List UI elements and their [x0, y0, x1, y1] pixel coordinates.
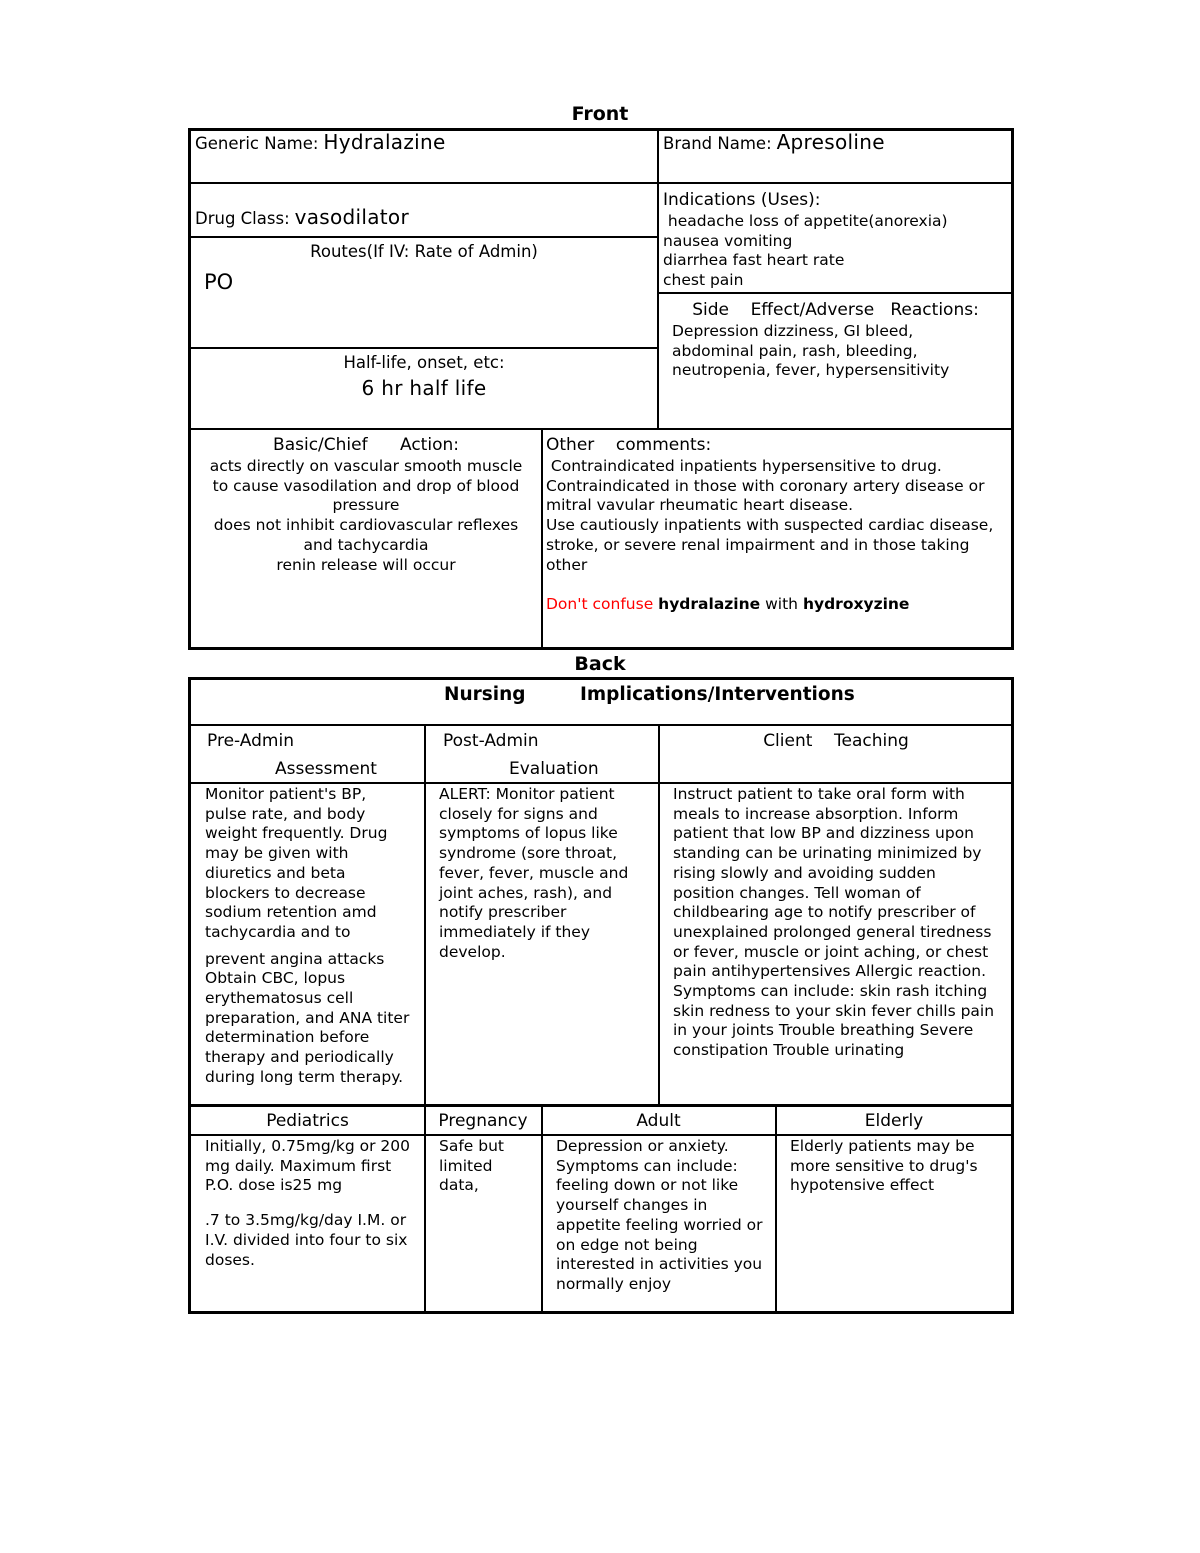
elderly-content — [790, 1137, 1008, 1196]
client-teaching-line: constipation Trouble urinating — [673, 1041, 905, 1060]
elderly-label: Elderly — [864, 1111, 924, 1131]
client-teaching-line: position changes. Tell woman of — [673, 883, 921, 902]
pre-admin-line: may be given with — [205, 844, 349, 863]
pre-admin-content — [205, 785, 421, 1088]
action-line: acts directly on vascular smooth muscle — [209, 457, 523, 475]
client-teaching-line: in your joints Trouble breathing Severe — [673, 1021, 974, 1040]
client-teaching-line: Symptoms can include: skin rash itching — [673, 982, 988, 1001]
pre-admin-line: blockers to decrease — [205, 883, 366, 902]
brand-name-value: Apresoline — [776, 130, 885, 154]
pediatrics-line: Initially, 0.75mg/kg or 200 — [205, 1137, 411, 1155]
other-comments-line: mitral vavular rheumatic heart disease. — [546, 496, 854, 515]
routes-value: PO — [204, 270, 234, 294]
post-admin-line: notify prescriber — [439, 903, 567, 922]
adult-line: normally enjoy — [556, 1274, 672, 1293]
back-divider — [775, 1104, 777, 1313]
warning-drug-1: hydralazine — [658, 594, 761, 613]
client-teaching-line: rising slowly and avoiding sudden — [673, 863, 936, 882]
pediatrics-line: doses. — [205, 1250, 255, 1269]
pre-admin-line: therapy and periodically — [205, 1048, 394, 1067]
action-line: does not inhibit cardiovascular reflexes — [213, 516, 519, 535]
client-teaching-label: Client Teaching — [763, 731, 909, 751]
side-effects-line: neutropenia, fever, hypersensitivity — [672, 361, 950, 380]
warning-drug-2: hydroxyzine — [802, 594, 910, 613]
back-heading: Back — [574, 653, 626, 675]
pre-admin-line: diuretics and beta — [205, 863, 346, 882]
pre-admin-line: erythematosus cell — [205, 989, 354, 1008]
adult-line: Symptoms can include: — [556, 1156, 738, 1175]
client-teaching-line: patient that low BP and dizziness upon — [673, 824, 975, 843]
post-admin-line: joint aches, rash), and — [439, 883, 613, 902]
pre-admin-line: Obtain CBC, lopus — [205, 969, 346, 988]
other-comments-label: Other comments: — [546, 435, 712, 455]
back-divider — [190, 724, 1012, 726]
indications-label: Indications (Uses): — [663, 190, 821, 210]
pre-admin-line: sodium retention amd — [205, 903, 377, 922]
client-teaching-line: skin redness to your skin fever chills pain — [673, 1001, 995, 1020]
adult-line: on edge not being — [556, 1235, 698, 1254]
pre-admin-line: tachycardia and to — [205, 922, 351, 941]
post-admin-line: symptoms of lopus like — [439, 824, 618, 843]
client-teaching-line: childbearing age to notify prescriber of — [673, 903, 976, 922]
action-line: to cause vasodilation and drop of blood — [212, 476, 520, 495]
post-admin-line: ALERT: Monitor patient — [439, 785, 615, 803]
pre-admin-line: prevent angina attacks — [205, 949, 385, 968]
front-divider — [190, 182, 1012, 184]
nursing-title-part1: Nursing — [444, 684, 526, 705]
generic-name-value: Hydralazine — [323, 130, 446, 154]
generic-name-field — [195, 130, 655, 155]
nursing-title-part2: Implications/Interventions — [580, 684, 855, 705]
pre-admin-line: pulse rate, and body — [205, 804, 366, 823]
front-divider — [657, 130, 659, 430]
adult-content — [556, 1137, 774, 1295]
action-line: pressure — [332, 496, 400, 515]
front-divider — [190, 347, 658, 349]
side-effects-label: Side Effect/Adverse Reactions: — [692, 300, 979, 320]
adult-line: interested in activities you — [556, 1255, 763, 1274]
pre-admin-line: determination before — [205, 1028, 370, 1047]
back-divider — [658, 725, 660, 1105]
other-comments-field — [546, 433, 1008, 615]
front-divider — [541, 429, 543, 649]
pediatrics-line: I.V. divided into four to six — [205, 1230, 408, 1249]
pediatrics-line: P.O. dose is25 mg — [205, 1176, 343, 1195]
post-admin-sublabel: Evaluation — [509, 759, 599, 779]
side-effects-field — [663, 298, 1008, 381]
drug-class-field — [195, 205, 655, 230]
adult-line: yourself changes in — [556, 1196, 708, 1215]
post-admin-line: develop. — [439, 942, 506, 961]
routes-field — [192, 242, 656, 262]
side-effects-line: abdominal pain, rash, bleeding, — [672, 341, 918, 360]
pre-admin-sublabel: Assessment — [275, 759, 377, 779]
pre-admin-line: Monitor patient's BP, — [205, 785, 367, 803]
pre-admin-label: Pre-Admin — [207, 731, 294, 751]
pregnancy-line: limited — [439, 1156, 493, 1175]
pre-admin-line: during long term therapy. — [205, 1067, 404, 1086]
back-divider — [541, 1104, 543, 1313]
client-teaching-line: meals to increase absorption. Inform — [673, 804, 959, 823]
half-life-field — [192, 353, 656, 403]
pregnancy-line: Safe but — [439, 1137, 504, 1155]
indications-line: nausea vomiting — [663, 231, 793, 250]
post-admin-line: fever, fever, muscle and — [439, 863, 629, 882]
other-comments-line: other — [546, 555, 588, 574]
indications-line: diarrhea fast heart rate — [663, 251, 845, 270]
pre-admin-line: weight frequently. Drug — [205, 824, 388, 843]
warning-prefix: Don't confuse — [546, 594, 654, 613]
half-life-value: 6 hr half life — [361, 375, 487, 400]
pregnancy-content — [439, 1137, 539, 1196]
elderly-line: more sensitive to drug's — [790, 1156, 978, 1175]
indications-line: headache loss of appetite(anorexia) — [663, 212, 948, 230]
back-divider — [190, 1134, 1012, 1136]
back-divider — [424, 725, 426, 1313]
front-divider — [658, 292, 1012, 294]
pediatrics-line: .7 to 3.5mg/kg/day I.M. or — [205, 1211, 407, 1230]
elderly-line: Elderly patients may be — [790, 1137, 975, 1155]
elderly-line: hypotensive effect — [790, 1176, 935, 1195]
front-divider — [190, 428, 1012, 430]
client-teaching-line: standing can be urinating minimized by — [673, 844, 982, 863]
back-divider — [190, 1104, 1012, 1107]
adult-line: appetite feeling worried or — [556, 1215, 763, 1234]
pediatrics-content — [205, 1137, 421, 1270]
pregnancy-label: Pregnancy — [438, 1111, 528, 1131]
pediatrics-label: Pediatrics — [266, 1111, 349, 1131]
adult-line: Depression or anxiety. — [556, 1137, 729, 1155]
indications-line: chest pain — [663, 271, 744, 290]
routes-label: Routes(If IV: Rate of Admin) — [310, 242, 538, 261]
indications-field — [663, 188, 1008, 291]
client-teaching-line: or fever, muscle or joint aching, or chest — [673, 942, 989, 961]
action-line: and tachycardia — [303, 535, 429, 554]
front-divider — [190, 236, 658, 238]
client-teaching-line: Instruct patient to take oral form with — [673, 785, 965, 803]
brand-name-label: Brand Name: — [663, 134, 772, 153]
side-effects-line: Depression dizziness, GI bleed, — [672, 322, 914, 340]
other-comments-line: Contraindicated in those with coronary artery disease or — [546, 476, 985, 495]
client-teaching-line: pain antihypertensives Allergic reaction. — [673, 962, 987, 981]
brand-name-field — [663, 130, 1008, 155]
drug-class-label: Drug Class: — [195, 209, 290, 228]
other-comments-line: Contraindicated inpatients hypersensitive to drug. — [546, 457, 942, 475]
post-admin-line: immediately if they — [439, 922, 591, 941]
other-comments-line: Use cautiously inpatients with suspected cardiac disease, — [546, 516, 994, 535]
client-teaching-content — [673, 785, 1009, 1061]
other-comments-line: stroke, or severe renal impairment and in those taking — [546, 535, 970, 554]
pediatrics-line: mg daily. Maximum first — [205, 1156, 392, 1175]
action-label: Basic/Chief Action: — [273, 435, 459, 455]
adult-line: feeling down or not like — [556, 1176, 739, 1195]
adult-label: Adult — [636, 1111, 681, 1131]
post-admin-content — [439, 785, 655, 962]
front-heading: Front — [571, 103, 629, 125]
post-admin-line: closely for signs and — [439, 804, 598, 823]
half-life-label: Half-life, onset, etc: — [343, 353, 505, 372]
action-line: renin release will occur — [276, 555, 456, 574]
pregnancy-line: data, — [439, 1176, 479, 1195]
drug-class-value: vasodilator — [294, 205, 409, 229]
client-teaching-line: unexplained prolonged general tiredness — [673, 922, 992, 941]
action-field — [192, 433, 540, 575]
confusion-warning — [546, 595, 1008, 615]
pre-admin-line: preparation, and ANA titer — [205, 1008, 410, 1027]
warning-mid: with — [765, 594, 798, 613]
post-admin-label: Post-Admin — [443, 731, 539, 751]
post-admin-line: syndrome (sore throat, — [439, 844, 618, 863]
generic-name-label: Generic Name: — [195, 134, 319, 153]
